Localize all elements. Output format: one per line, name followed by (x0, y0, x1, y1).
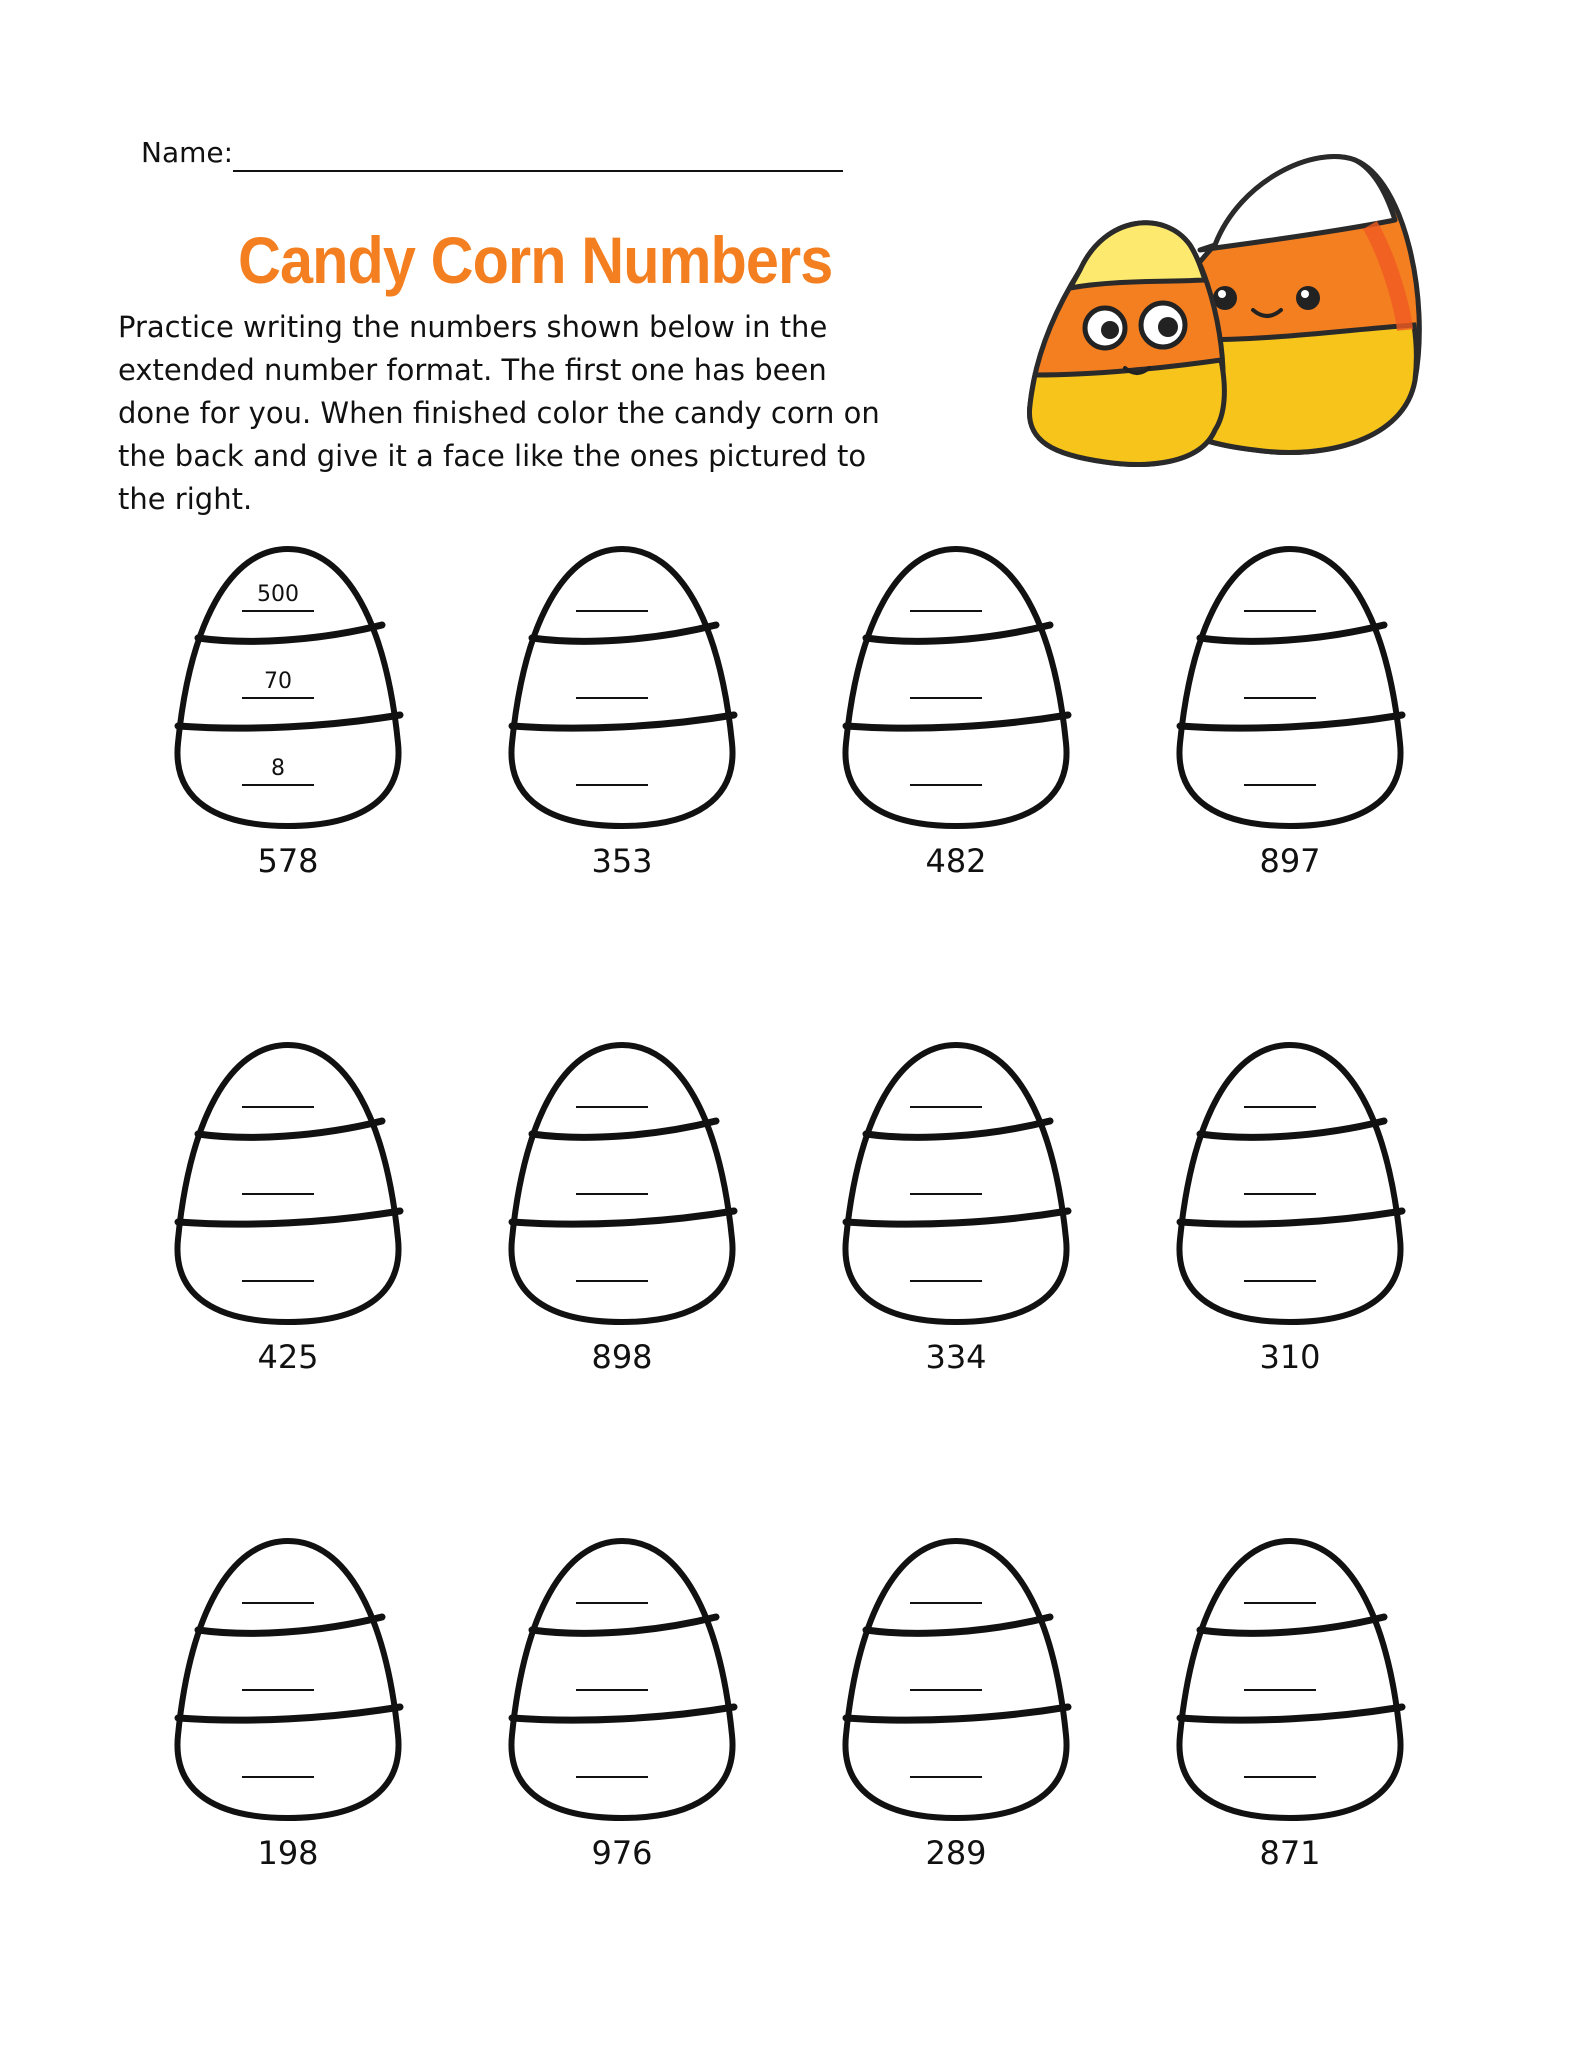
candy-corn-item (1170, 1039, 1410, 1399)
candy-corn-item (502, 1039, 742, 1399)
candy-number-label: 976 (591, 1834, 653, 1872)
candy-number-label: 578 (257, 842, 319, 880)
candy-number-label: 334 (925, 1338, 987, 1376)
hundreds-answer-blank[interactable] (910, 1078, 982, 1108)
hundreds-answer-blank[interactable] (576, 582, 648, 612)
candy-corn-item (1170, 543, 1410, 903)
ones-answer-blank[interactable] (1244, 1748, 1316, 1778)
ones-answer-blank[interactable] (1244, 756, 1316, 786)
tens-answer-blank[interactable] (242, 1661, 314, 1691)
tens-answer-blank[interactable]: 70 (242, 669, 314, 699)
ones-answer-blank[interactable]: 8 (242, 756, 314, 786)
candy-number-label: 289 (925, 1834, 987, 1872)
candy-number-label: 353 (591, 842, 653, 880)
hundreds-answer-blank[interactable] (242, 1574, 314, 1604)
ones-answer-blank[interactable] (576, 1252, 648, 1282)
name-label: Name: (141, 136, 234, 169)
candy-corn-item (836, 543, 1076, 903)
candy-corn-item (168, 1535, 408, 1895)
candy-corn-item (168, 1039, 408, 1399)
candy-corn-item (836, 1535, 1076, 1895)
tens-answer-blank[interactable] (910, 1165, 982, 1195)
candy-corn-item (502, 543, 742, 903)
hundreds-answer-blank[interactable] (576, 1078, 648, 1108)
candy-number-label: 871 (1259, 1834, 1321, 1872)
hundreds-answer-blank[interactable]: 500 (242, 582, 314, 612)
candy-number-label: 310 (1259, 1338, 1321, 1376)
candy-number-label: 425 (257, 1338, 319, 1376)
ones-answer-blank[interactable] (242, 1252, 314, 1282)
candy-number-label: 482 (925, 842, 987, 880)
tens-answer-blank[interactable] (910, 1661, 982, 1691)
candy-corn-item (1170, 1535, 1410, 1895)
tens-answer-blank[interactable] (1244, 1661, 1316, 1691)
ones-answer-blank[interactable] (576, 1748, 648, 1778)
ones-answer-blank[interactable] (910, 1748, 982, 1778)
ones-answer-blank[interactable] (910, 1252, 982, 1282)
tens-answer-blank[interactable] (576, 1165, 648, 1195)
candy-corn-item (502, 1535, 742, 1895)
candy-corn-item (836, 1039, 1076, 1399)
hundreds-answer-blank[interactable] (1244, 582, 1316, 612)
hundreds-answer-blank[interactable] (1244, 1574, 1316, 1604)
tens-answer-blank[interactable] (910, 669, 982, 699)
ones-answer-blank[interactable] (1244, 1252, 1316, 1282)
hundreds-answer-blank[interactable] (1244, 1078, 1316, 1108)
tens-answer-blank[interactable] (1244, 669, 1316, 699)
candy-number-label: 198 (257, 1834, 319, 1872)
hundreds-answer-blank[interactable] (910, 582, 982, 612)
ones-answer-blank[interactable] (576, 756, 648, 786)
hundreds-answer-blank[interactable] (576, 1574, 648, 1604)
candy-number-label: 897 (1259, 842, 1321, 880)
tens-answer-blank[interactable] (242, 1165, 314, 1195)
candy-corn-item (168, 543, 408, 903)
ones-answer-blank[interactable] (242, 1748, 314, 1778)
ones-answer-blank[interactable] (910, 756, 982, 786)
page-title: Candy Corn Numbers (238, 223, 833, 297)
hundreds-answer-blank[interactable] (910, 1574, 982, 1604)
tens-answer-blank[interactable] (576, 669, 648, 699)
tens-answer-blank[interactable] (576, 1661, 648, 1691)
tens-answer-blank[interactable] (1244, 1165, 1316, 1195)
hundreds-answer-blank[interactable] (242, 1078, 314, 1108)
candy-number-label: 898 (591, 1338, 653, 1376)
instructions: Practice writing the numbers shown below in the extended number format. The first one has been done for you. When finished color the candy corn on the back and give it a face like the ones pictured to the right. (118, 310, 880, 516)
